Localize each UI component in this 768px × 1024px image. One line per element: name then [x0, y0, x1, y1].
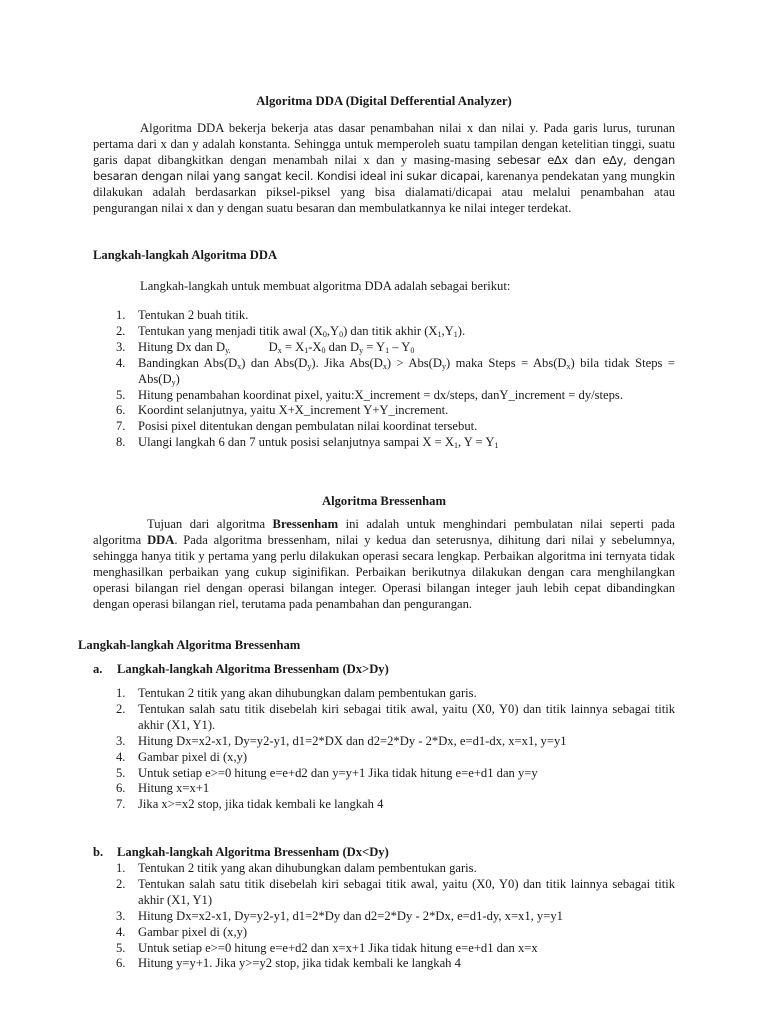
- bres-intro-text-a: Tujuan dari algoritma: [147, 517, 273, 531]
- section-a-step-4: Gambar pixel di (x,y): [138, 749, 248, 764]
- dda-step-5: Hitung penambahan koordinat pixel, yaitu:X_increment = dx/steps, danY_increment = dy/steps.: [138, 387, 623, 402]
- bressenham-title: Algoritma Bressenham: [322, 494, 446, 508]
- section-b-step-5: Untuk setiap e>=0 hitung e=e+d2 dan x=x+1 Jika tidak hitung e=e+d1 dan x=x: [138, 940, 538, 955]
- section-a-steps-list: [93, 686, 675, 813]
- section-a-step-2: Tentukan salah satu titik disebelah kiri sebagai titik awal, yaitu (X0, Y0) dan titik lainnya sebagai titik akhir (X1, Y1).: [138, 701, 675, 732]
- dda-intro-paragraph: [93, 121, 675, 216]
- dda-step-7: Posisi pixel ditentukan dengan pembulatan nilai koordinat tersebut.: [138, 419, 478, 434]
- list-item: 2. Tentukan yang menjadi titik awal $(X_0,Y_0)$ dan titik akhir $(X_1,Y_1)$.: [116, 323, 466, 339]
- list-item: 3. Hitung Dx=x2-x1, Dy=y2-y1, d1=2*Dy dan d2=2*Dy - 2*Dx, e=d1-dy, x=x1, y=y1: [116, 908, 563, 923]
- list-item: 6. Hitung y=y+1. Jika y>=y2 stop, jika tidak kembali ke langkah 4: [116, 956, 461, 971]
- list-item: 3. Hitung Dx dan $D_{y.}$ $D_x = X_1-X_0$ dan $D_y = Y_1 - Y_0$: [116, 339, 415, 355]
- section-a-step-5: Untuk setiap e>=0 hitung e=e+d2 dan y=y+1 Jika tidak hitung e=e+d1 dan y=y: [138, 765, 538, 780]
- list-item: 6. Koordint selanjutnya, yaitu X+X_increment Y+Y_increment.: [116, 403, 449, 418]
- dda-step-1: Tentukan 2 buah titik.: [138, 308, 249, 322]
- bressenham-steps-heading: Langkah-langkah Algoritma Bressenham: [78, 638, 301, 652]
- list-item: 1. Tentukan 2 buah titik.: [116, 308, 249, 322]
- list-item: 6. Hitung x=x+1: [116, 781, 210, 796]
- bres-intro-text-c: ini adalah untuk menghindari pembulatan nilai seperti pada algoritma: [93, 517, 675, 547]
- section-a-heading: a. Langkah-langkah Algoritma Bressenham (Dx>Dy): [93, 662, 389, 676]
- dda-steps-heading: Langkah-langkah Algoritma DDA: [93, 248, 278, 262]
- dda-step-4: Bandingkan $Abs(D_x)$ dan $Abs(D_y)$. Jika $Abs(D_x) > Abs(D_y)$ maka Steps = $Abs(D_x)$ bila tidak Steps = $Abs(D_y)$: [138, 355, 676, 387]
- bres-intro-term-bressenham: Bressenham: [272, 517, 339, 531]
- section-a-step-1: Tentukan 2 titik yang akan dihubungkan dalam pembentukan garis.: [138, 686, 477, 700]
- list-item: 5. Hitung penambahan koordinat pixel, yaitu:X_increment = dx/steps, danY_increment = dy/steps.: [116, 387, 623, 402]
- page-title: Algoritma DDA (Digital Defferential Analyzer): [256, 94, 512, 108]
- section-a-step-7: Jika x>=x2 stop, jika tidak kembali ke langkah 4: [138, 797, 384, 812]
- bres-intro-text-e: . Pada algoritma bressenham, nilai y kedua dan seterusnya, dihitung dari nilai y sebelumnya, sehingga hanya titik y pertama yang perlu dilakukan operasi secara lengkap. Perbaikan algoritma ini ternyata tidak menghasilkan perbaikan yang cukup siginifikan. Perbaikan berikutnya dilakukan dengan cara menghilangkan operasi bilangan riel dengan operasi bilangan integer. Operasi bilangan integer jauh lebih cepat dibandingkan dengan operasi bilangan riel, terutama pada penambahan dan pengurangan.: [93, 532, 675, 611]
- section-b-heading: b. Langkah-langkah Algoritma Bressenham (Dx<Dy): [93, 845, 389, 859]
- list-item: 5. Untuk setiap e>=0 hitung e=e+d2 dan y=y+1 Jika tidak hitung e=e+d1 dan y=y: [116, 765, 538, 780]
- list-item: 1. Tentukan 2 titik yang akan dihubungkan dalam pembentukan garis.: [116, 686, 477, 700]
- dda-steps-intro: Langkah-langkah untuk membuat algoritma DDA adalah sebagai berikut:: [140, 279, 511, 293]
- list-item: 5. Untuk setiap e>=0 hitung e=e+d2 dan x=x+1 Jika tidak hitung e=e+d1 dan x=x: [116, 940, 538, 955]
- section-a-step-6: Hitung x=x+1: [138, 781, 210, 796]
- dda-steps-list: [93, 308, 675, 451]
- dda-step-2: Tentukan yang menjadi titik awal $(X_0,Y_0)$ dan titik akhir $(X_1,Y_1)$.: [138, 323, 466, 339]
- list-item: 3. Hitung Dx=x2-x1, Dy=y2-y1, d1=2*DX dan d2=2*Dy - 2*Dx, e=d1-dx, x=x1, y=y1: [116, 733, 567, 748]
- list-item: 4. Bandingkan $Abs(D_x)$ dan $Abs(D_y)$. Jika $Abs(D_x) > Abs(D_y)$ maka Steps = $Abs(D_x)$ bila tidak Steps = $Abs(D_y)$: [116, 355, 676, 387]
- list-item: 2. Tentukan salah satu titik disebelah kiri sebagai titik awal, yaitu (X0, Y0) dan titik lainnya sebagai titik akhir (X1, Y1): [116, 876, 675, 907]
- dda-step-6: Koordint selanjutnya, yaitu X+X_increment Y+Y_increment.: [138, 403, 449, 418]
- list-item: 2. Tentukan salah satu titik disebelah kiri sebagai titik awal, yaitu (X0, Y0) dan titik lainnya sebagai titik akhir (X1, Y1).: [116, 701, 675, 732]
- section-b-step-2: Tentukan salah satu titik disebelah kiri sebagai titik awal, yaitu (X0, Y0) dan titik lainnya sebagai titik akhir (X1, Y1): [138, 876, 675, 907]
- list-item: 7. Posisi pixel ditentukan dengan pembulatan nilai koordinat tersebut.: [116, 419, 478, 434]
- section-a-step-3: Hitung Dx=x2-x1, Dy=y2-y1, d1=2*DX dan d2=2*Dy - 2*Dx, e=d1-dx, x=x1, y=y1: [138, 733, 567, 748]
- dda-step-3: Hitung Dx dan $D_{y.}$ $D_x = X_1-X_0$ dan $D_y = Y_1 - Y_0$: [138, 339, 415, 355]
- list-item: 4. Gambar pixel di (x,y): [116, 924, 248, 939]
- list-item: 8. Ulangi langkah 6 dan 7 untuk posisi selanjutnya sampai $X = X_1$, $Y = Y_1$: [116, 435, 499, 451]
- dda-intro-text-3: karenanya pendekatan yang mungkin dilakukan adalah berdasarkan piksel-piksel yang bisa dialamati/dicapai atau melalui penambahan atau pengurangan nilai x dan y dengan suatu besaran dan membulatkannya ke nilai integer terdekat.: [93, 168, 675, 215]
- bressenham-intro-paragraph: [93, 517, 675, 612]
- dda-intro-text-1: Algoritma DDA bekerja bekerja atas dasar penambahan nilai x dan nilai y. Pada garis lurus, turunan pertama dari x dan y adalah konstanta. Sehingga untuk memperoleh suatu tampilan dengan ketelitian tinggi, suatu garis dapat dibangkitkan dengan menambah nilai x dan y masing-masing: [93, 121, 675, 167]
- list-item: 4. Gambar pixel di (x,y): [116, 749, 248, 764]
- list-item: 7. Jika x>=x2 stop, jika tidak kembali ke langkah 4: [116, 797, 384, 812]
- section-b-step-1: Tentukan 2 titik yang akan dihubungkan dalam pembentukan garis.: [138, 861, 477, 875]
- dda-step-8: Ulangi langkah 6 dan 7 untuk posisi selanjutnya sampai $X = X_1$, $Y = Y_1$: [138, 435, 499, 451]
- section-b-steps-list: [93, 861, 675, 972]
- bres-intro-term-dda: DDA: [147, 532, 175, 547]
- section-b-step-6: Hitung y=y+1. Jika y>=y2 stop, jika tidak kembali ke langkah 4: [138, 956, 461, 971]
- section-b-step-4: Gambar pixel di (x,y): [138, 924, 248, 939]
- dda-intro-text-2: sebesar e∆x dan e∆y, dengan besaran dengan nilai yang sangat kecil. Kondisi ideal ini sukar dicapai,: [93, 152, 675, 183]
- section-b-step-3: Hitung Dx=x2-x1, Dy=y2-y1, d1=2*Dy dan d2=2*Dy - 2*Dx, e=d1-dy, x=x1, y=y1: [138, 908, 563, 923]
- list-item: 1. Tentukan 2 titik yang akan dihubungkan dalam pembentukan garis.: [116, 861, 477, 875]
